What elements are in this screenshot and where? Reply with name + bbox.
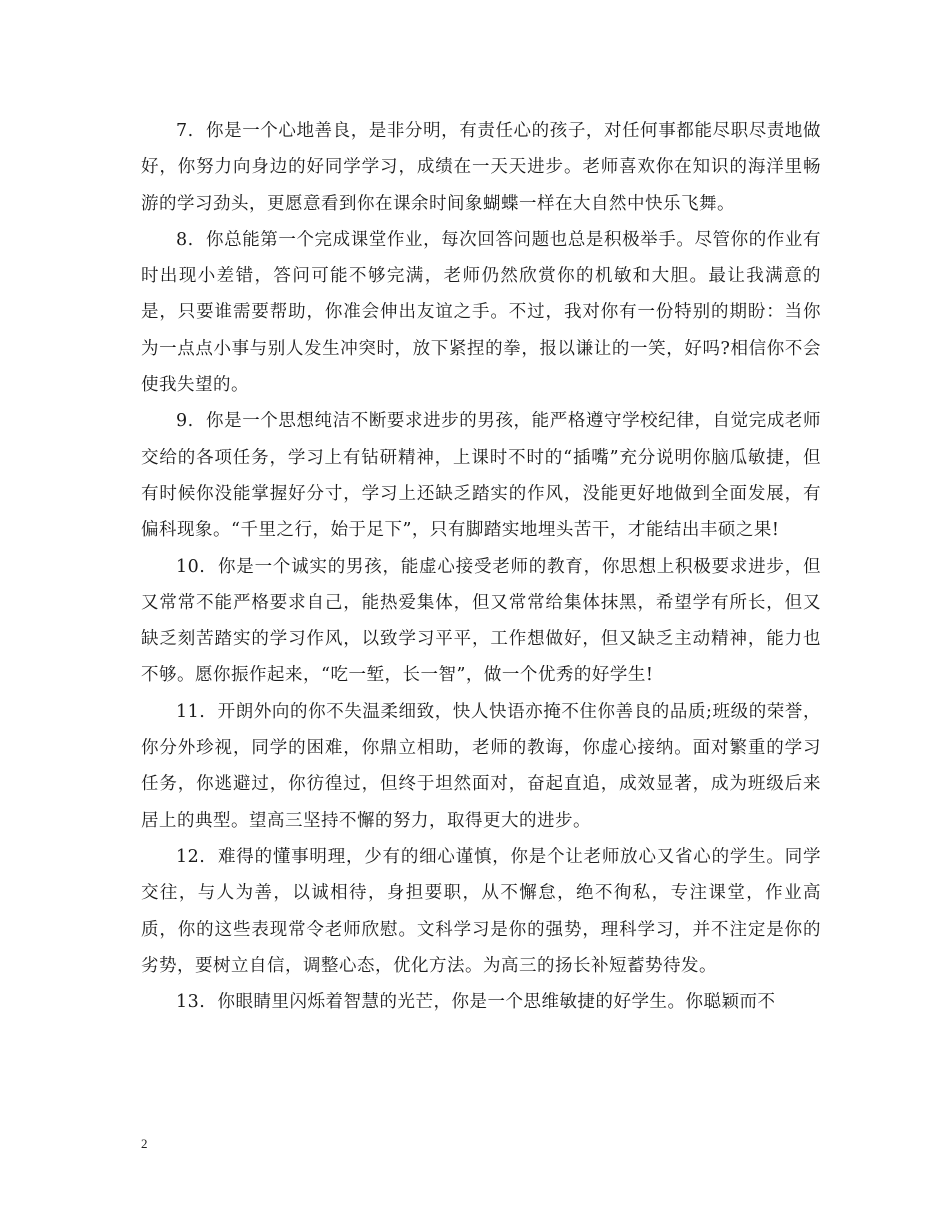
- page-number: 2: [141, 1136, 148, 1151]
- paragraph-8: [141, 222, 821, 403]
- paragraph-number: 11.: [176, 701, 206, 722]
- paragraph-number: 12.: [176, 846, 206, 867]
- paragraph-7: [141, 113, 821, 222]
- paragraph-number: 7.: [176, 121, 194, 141]
- paragraph-10: [141, 549, 821, 694]
- paragraph-number: 13.: [176, 992, 206, 1013]
- document-body: [141, 113, 821, 1020]
- paragraph-11: [141, 694, 821, 839]
- paragraph-9: [141, 403, 821, 548]
- paragraph-text: 你总能第一个完成课堂作业，每次回答问题也总是积极举手。尽管你的作业有时出现小差错，答问可能不够完满，老师仍然欣赏你的机敏和大胆。最让我满意的是，只要谁需要帮助，你准会伸出友谊之手。不过，我对你有一份特别的期盼：当你为一点点小事与别人发生冲突时，放下紧捏的拳，报以谦让的一笑，好吗?相信你不会使我失望的。: [141, 229, 821, 396]
- paragraph-text: 你是一个思想纯洁不断要求进步的男孩，能严格遵守学校纪律，自觉完成老师交给的各项任务，学习上有钻研精神，上课时不时的“插嘴”充分说明你脑瓜敏捷，但有时候你没能掌握好分寸，学习上还缺乏踏实的作风，没能更好地做到全面发展，有偏科现象。“千里之行，始于足下”，只有脚踏实地埋头苦干，才能结出丰硕之果!: [141, 411, 821, 541]
- paragraph-text: 你眼睛里闪烁着智慧的光芒，你是一个思维敏捷的好学生。你聪颖而不: [217, 992, 776, 1013]
- paragraph-text: 你是一个诚实的男孩，能虚心接受老师的教育，你思想上积极要求进步，但又常常不能严格要求自己，能热爱集体，但又常常给集体抹黑，希望学有所长，但又缺乏刻苦踏实的学习作风，以致学习平平，工作想做好，但又缺乏主动精神，能力也不够。愿你振作起来，“吃一堑，长一智”，做一个优秀的好学生!: [141, 556, 821, 686]
- paragraph-text: 难得的懂事明理，少有的细心谨慎，你是个让老师放心又省心的学生。同学交往，与人为善，以诚相待，身担要职，从不懈怠，绝不徇私，专注课堂，作业高质，你的这些表现常令老师欣慰。文科学习是你的强势，理科学习，并不注定是你的劣势，要树立自信，调整心态，优化方法。为高三的扬长补短蓄势待发。: [141, 846, 821, 976]
- paragraph-text: 开朗外向的你不失温柔细致，快人快语亦掩不住你善良的品质;班级的荣誉，你分外珍视，同学的困难，你鼎立相助，老师的教诲，你虚心接纳。面对繁重的学习任务，你逃避过，你彷徨过，但终于坦然面对，奋起直追，成效显著，成为班级后来居上的典型。望高三坚持不懈的努力，取得更大的进步。: [141, 701, 821, 831]
- paragraph-number: 8.: [176, 229, 194, 250]
- paragraph-13: [141, 984, 821, 1020]
- paragraph-text: 你是一个心地善良，是非分明，有责任心的孩子，对任何事都能尽职尽责地做好，你努力向身边的好同学学习，成绩在一天天进步。老师喜欢你在知识的海洋里畅游的学习劲头，更愿意看到你在课余时间象蝴蝶一样在大自然中快乐飞舞。: [141, 121, 821, 214]
- paragraph-number: 9.: [176, 411, 194, 432]
- paragraph-12: [141, 839, 821, 984]
- paragraph-number: 10.: [176, 556, 206, 577]
